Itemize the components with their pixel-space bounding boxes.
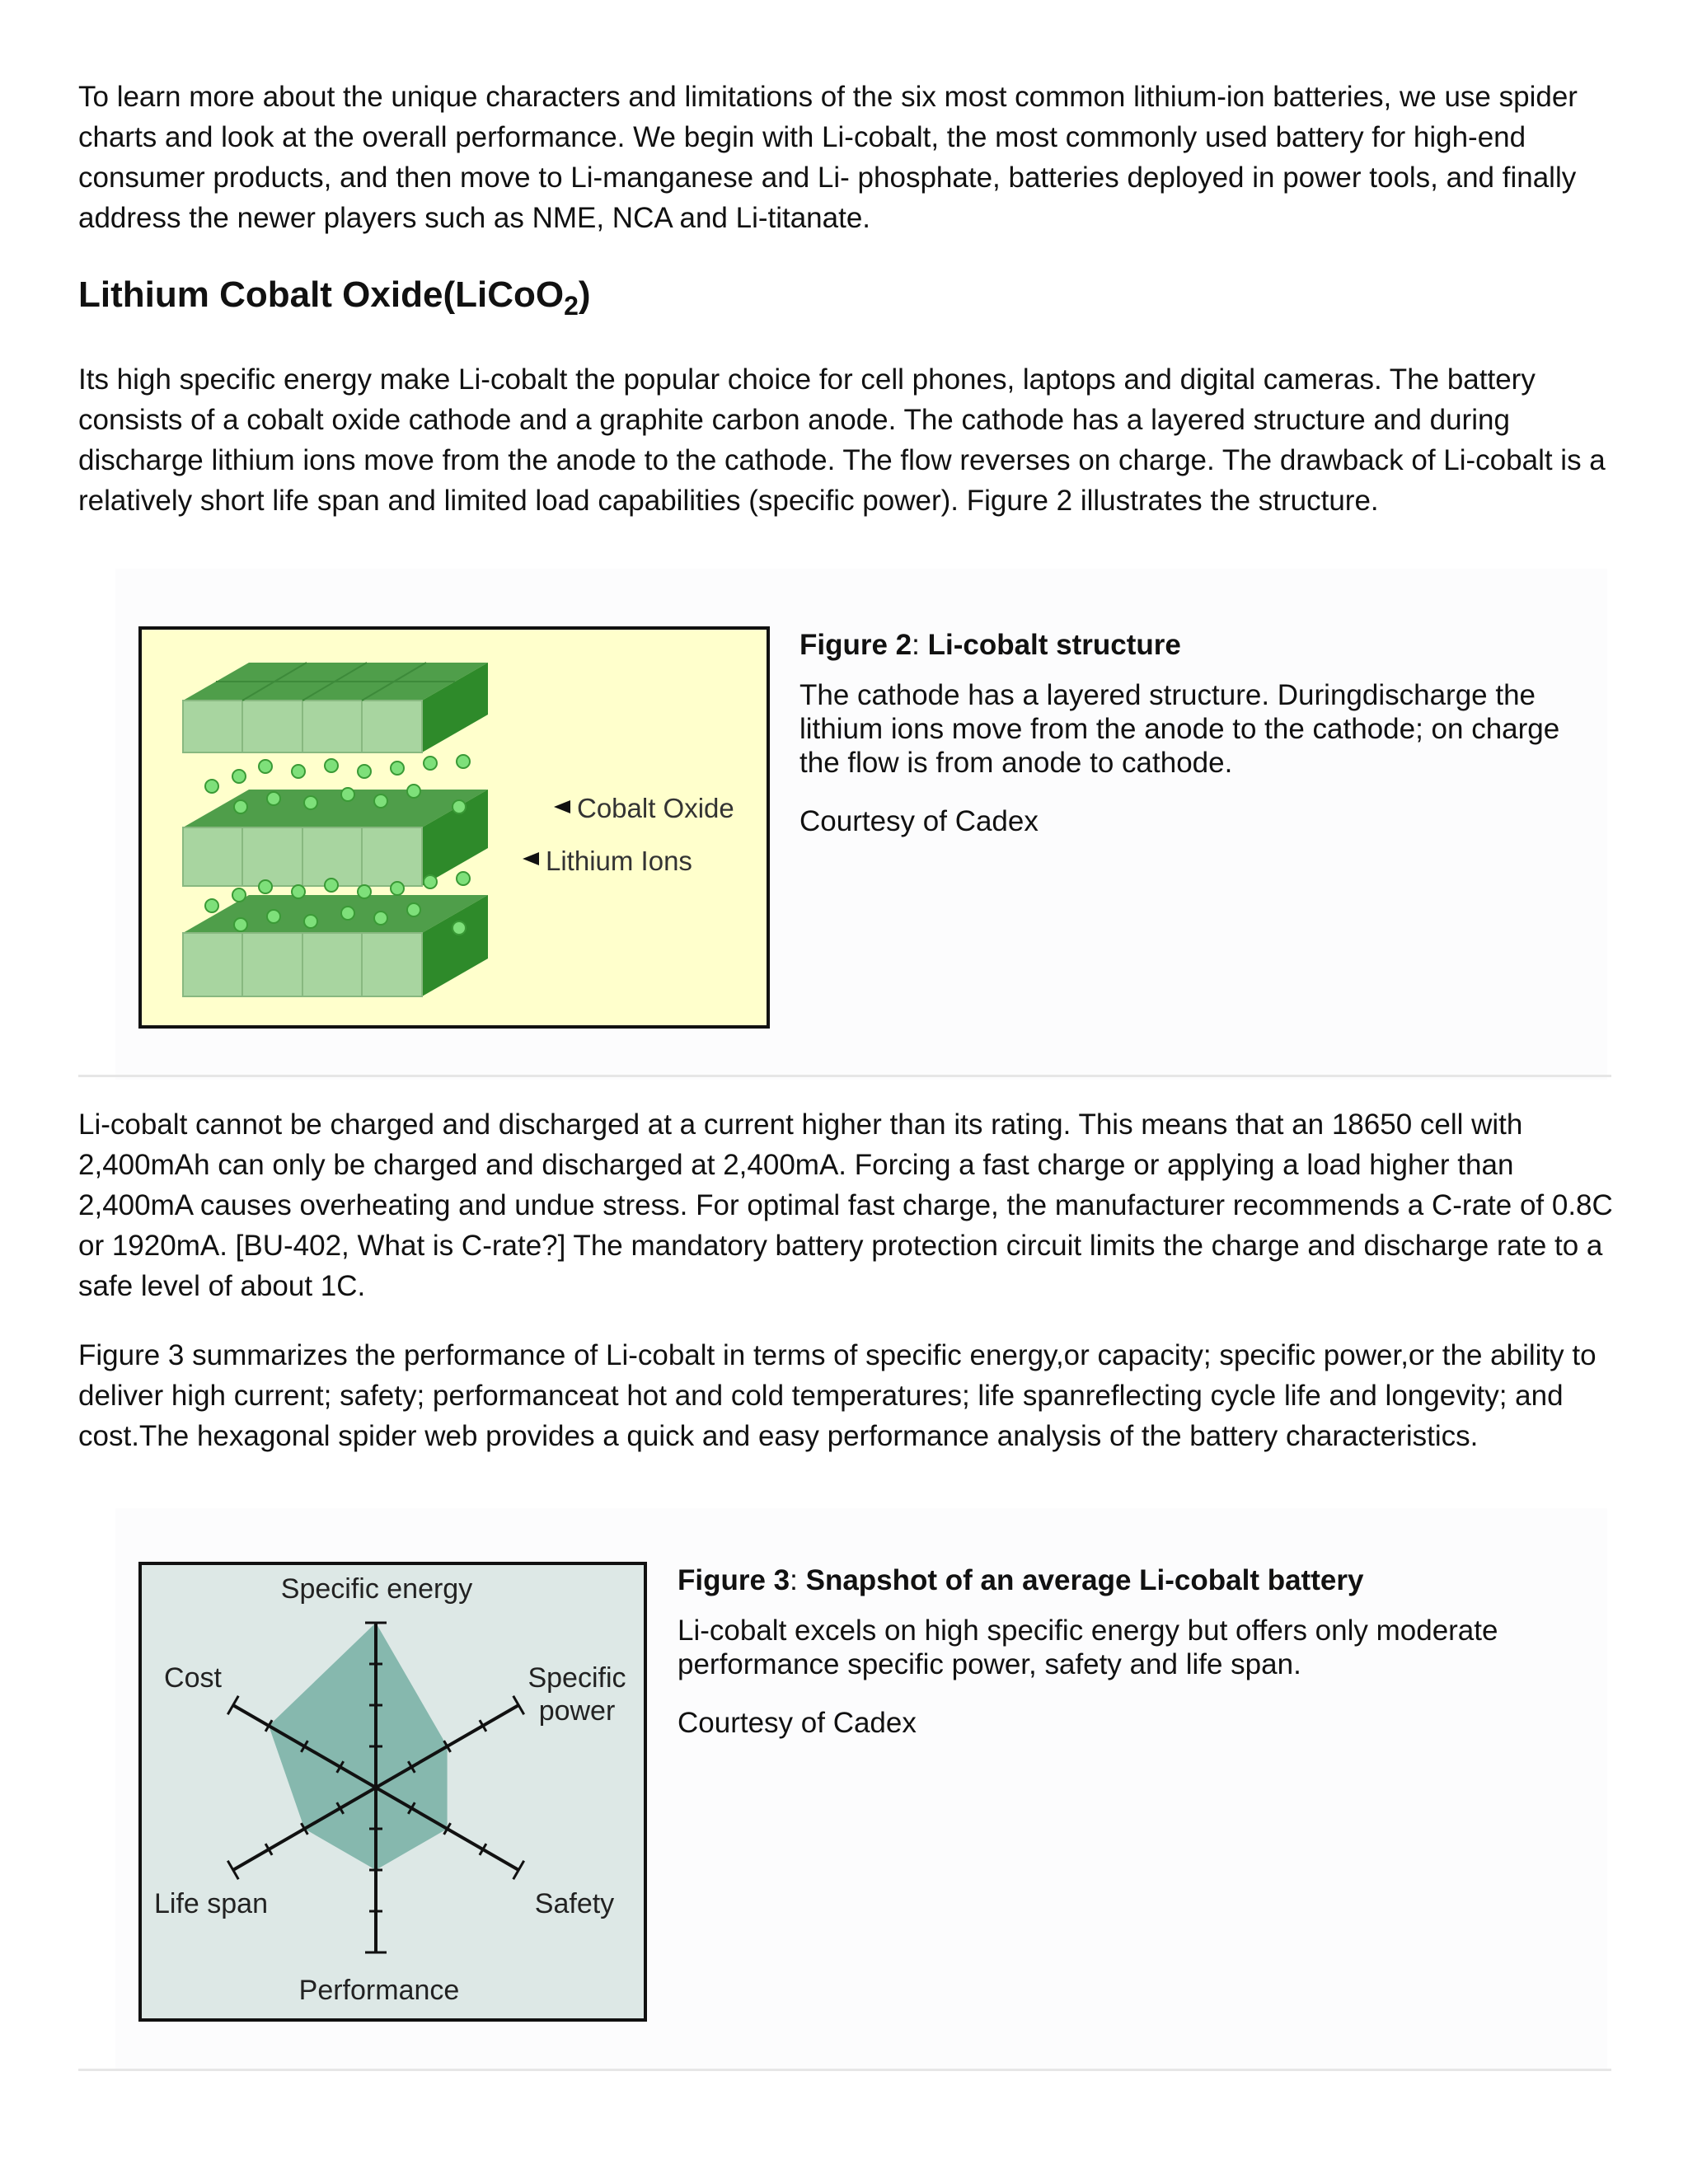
figure-3-description: Li-cobalt excels on high specific energy but offers only moderate performance specific power, safety and life span. (678, 1615, 1498, 1680)
layered-structure-illustration (142, 630, 767, 1025)
cobalt-description-paragraph: Its high specific energy make Li-cobalt the popular choice for cell phones, laptops and digital cameras. The battery consists of a cobalt oxide cathode and a graphite carbon anode. The cathode has a layered structure and during discharge lithium ions move from the anode to the cathode. The flow reverses on charge. The drawback of Li-cobalt is a relatively short life span and limited load capabilities (specific power). Figure 2 illustrates the structure. (78, 363, 1606, 517)
figure-2-title: Figure 2: Li-cobalt structure (799, 629, 1181, 661)
axis-label-cost: Cost (164, 1662, 222, 1694)
axis-tick (227, 1696, 238, 1715)
performance-paragraph: Figure 3 summarizes the performance of Li-cobalt in terms of specific energy,or capacity; specific power,or the ability to deliver high current; safety; performanceat hot and cold temperatures; life spanreflecting cycle life and longevity; and cost.The hexagonal spider web provides a quick and easy performance analysis of the battery characteristics. (78, 1339, 1597, 1452)
bottom-layer (183, 895, 488, 996)
section-heading: Lithium Cobalt Oxide(LiCoO$_2$) (78, 274, 591, 321)
axis-label-specific-power-line1: Specific (528, 1662, 626, 1694)
charge-rate-paragraph: Li-cobalt cannot be charged and discharged at a current higher than its rating. This means that an 18650 cell with 2,400mAh can only be charged and discharged at 2,400mA. Forcing a fast charge or applying a load higher than 2,400mA causes overheating and undue stress. For optimal fast charge, the manufacturer recommends a C-rate of 0.8C or 1920mA. [BU-402, What is C-rate?] The mandatory battery protection circuit limits the charge and discharge rate to a safe level of about 1C. (78, 1108, 1613, 1302)
axis-tick (513, 1696, 524, 1715)
intro-paragraph: To learn more about the unique characters and limitations of the six most common lithium-ion batteries, we use spider charts and look at the overall performance. We begin with Li-cobalt, the most commonly used battery for high-end consumer products, and then move to Li-manganese and Li- phosphate, batteries deployed in power tools, and finally address the newer players such as NME, NCA and Li-titanate. (78, 81, 1578, 234)
radar-axes (227, 1623, 523, 1952)
middle-layer (183, 790, 488, 886)
figure-3-title: Figure 3: Snapshot of an average Li-cobalt battery (678, 1564, 1364, 1596)
axis-label-specific-power-line2: power (538, 1695, 616, 1727)
figure-2-description: The cathode has a layered structure. Duringdischarge the lithium ions move from the anode to the cathode; on charge the flow is from anode to cathode. (799, 679, 1560, 779)
divider (78, 2069, 1611, 2071)
axis-label-specific-energy: Specific energy (280, 1573, 473, 1605)
figure-2-credit: Courtesy of Cadex (799, 805, 1039, 837)
divider (78, 1075, 1611, 1077)
axis-label-life-span: Life span (154, 1888, 268, 1919)
axis-tick (513, 1861, 524, 1880)
lithium-ions-label: Lithium Ions (546, 846, 692, 876)
axis-tick (227, 1861, 238, 1880)
figure-3-caption (678, 1563, 1584, 1740)
figure-3-image (138, 1562, 647, 2022)
figure-3-credit: Courtesy of Cadex (678, 1707, 917, 1739)
axis-label-safety: Safety (534, 1888, 615, 1919)
figure-2-caption (799, 628, 1591, 838)
spider-chart (142, 1565, 644, 2018)
cobalt-oxide-pointer-icon (554, 800, 570, 813)
lithium-ions-pointer-icon (523, 852, 539, 865)
axis-label-performance: Performance (298, 1975, 460, 2006)
cobalt-oxide-label: Cobalt Oxide (577, 793, 734, 823)
top-layer (183, 663, 488, 752)
figure-2-image (138, 626, 770, 1029)
